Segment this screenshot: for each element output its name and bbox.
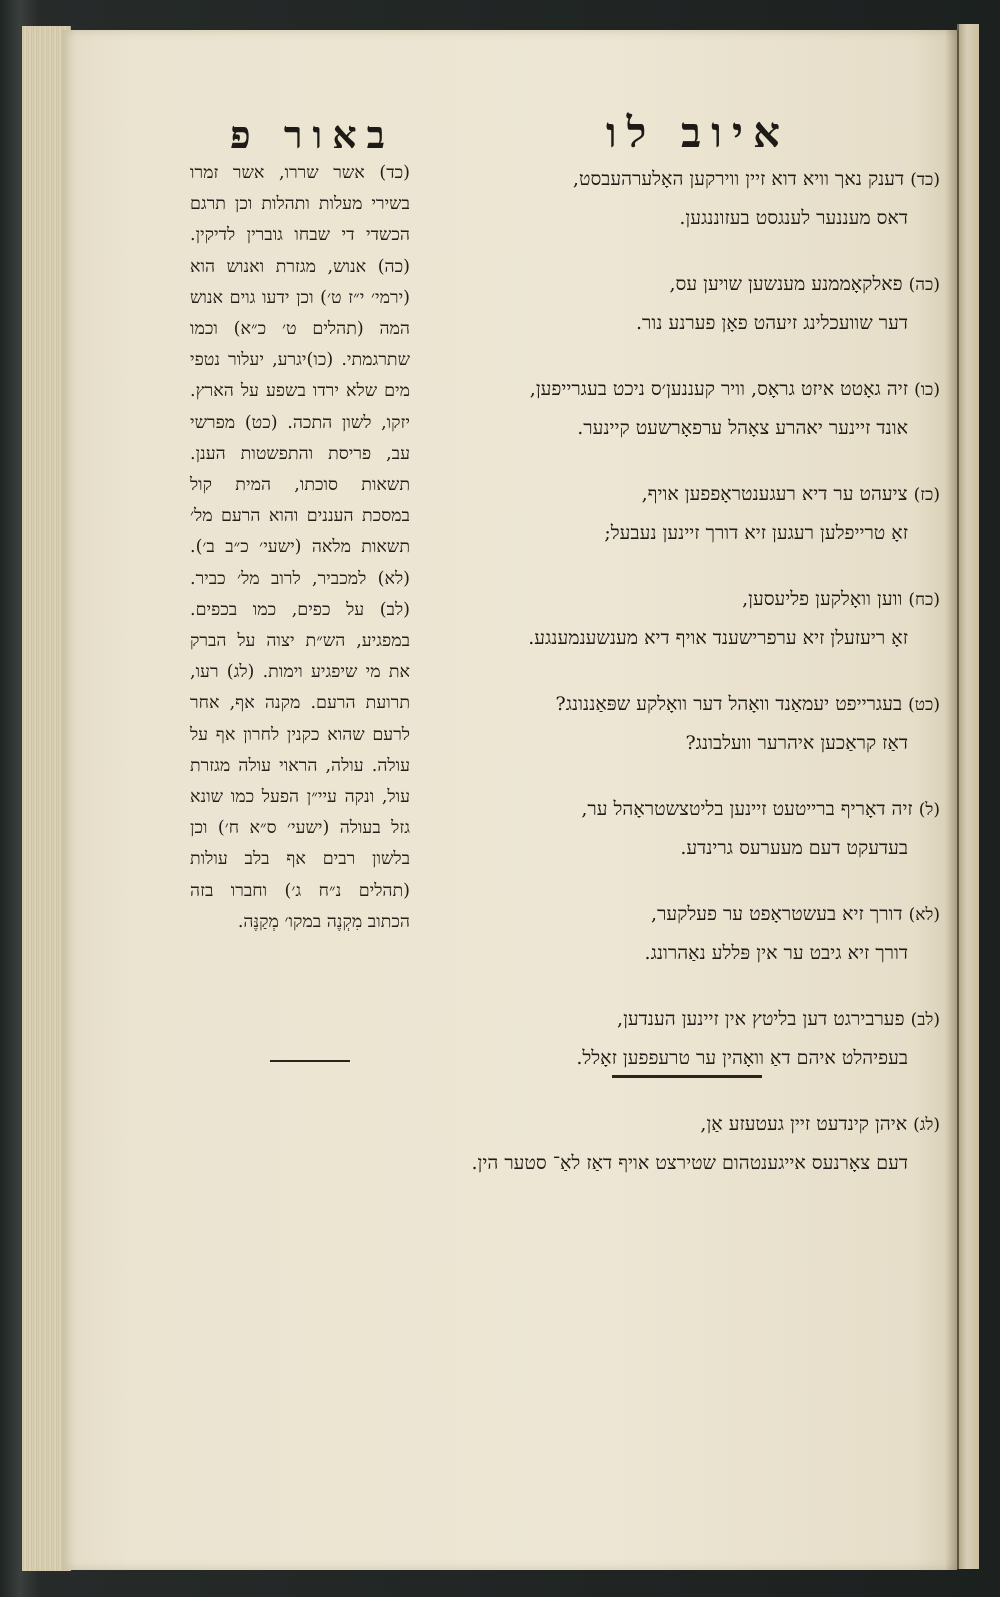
verse-line: דורך זיא גיבט ער אין פּללע נאַהרונג.: [644, 942, 908, 964]
verse-line: פאלקאָממנע מענשען שויען עס,: [669, 273, 903, 295]
verse-line: בעגרייפט יעמאַנד וואָהל דער וואָלקע שפּאַננונג?: [555, 693, 903, 715]
verse-line: אונד זיינער יאהרע צאָהל ערפאָרשעט קיינער.: [577, 417, 908, 439]
verse: [430, 265, 940, 342]
verse: [430, 160, 940, 237]
verse-number: (כח): [908, 590, 940, 610]
verse-number: (כו): [914, 380, 940, 400]
verse-number: (לא): [908, 905, 940, 925]
verse-number: (כה): [908, 275, 940, 295]
verse-number: (כד): [910, 170, 940, 190]
verse-number: (ל): [918, 800, 940, 820]
verse-number: (לב): [910, 1010, 940, 1030]
commentary-header: באור פ: [229, 112, 395, 157]
verse-line: איהן קינדעט זיין געטעזע אַן,: [700, 1113, 908, 1135]
verse-line: דעם צאָרנעס אייגענטהום שטירצט אויף דאַז לאַ־ סטער הין.: [471, 1152, 908, 1174]
verse-line: דער שוועכלינג זיעהט פאָן פערנע נור.: [636, 312, 908, 334]
verse: [430, 895, 940, 972]
verse: [430, 790, 940, 867]
book-header: איוב לו: [606, 108, 790, 157]
spine-shadow: [945, 30, 959, 1570]
verse-column: [430, 160, 940, 1210]
verse-line: דאַז קראַכען איהרער וועלבונג?: [685, 732, 908, 754]
verse-line: פערבירגט דען בליטץ אין זיינען הענדען,: [617, 1008, 905, 1030]
verse-line: זיה דאָריף ברייטעט זיינען בליטצשטראָהל ער,: [581, 798, 913, 820]
commentary-end-rule: [270, 1060, 350, 1062]
verse: [430, 1000, 940, 1077]
verse-line: דענק נאך וויא דוא זיין ווירקען האָלערהעבסט,: [572, 168, 905, 190]
verse-line: זאָ ריעזעלן זיא ערפרישענד אויף דיא מענשענמענגע.: [528, 627, 908, 649]
verse-number: (כז): [913, 485, 940, 505]
verse: [430, 475, 940, 552]
verse-line: ווען וואָלקען פליעסען,: [742, 588, 903, 610]
verse-line: זיה גאָטט איזט גראָס, וויר קעננען׳ס ניכט בעגרייפען,: [529, 378, 909, 400]
verse-line: ציעהט ער דיא רעגענטראָפפען אויף,: [641, 483, 908, 505]
verse-line: דורך זיא בעשטראָפט ער פעלקער,: [651, 903, 903, 925]
commentary-column: (כד) אשר שררו, אשר זמרו בשירי מעלות ותהלות וכן תרגם הכשדי די שבחו גוברין לדיקין.(כה) אנוש, מגזרת ואנוש הוא (ירמי׳ י״ז ט׳) וכן ידעו גוים אנוש המה (תהלים ט׳ כ״א) וכמו שתרגמתי. (כו)יגרע, יעלור נטפי מים שלא ירדו בשפע על הארץ. יזקו, לשון התכה. (כט) מפרשי עב, פריסת והתפשטות הענן. תשאות סוכתו, המית קול במסכת העננים והוא הרעם מל׳ תשאות מלאה (ישעי׳ כ״ב ב׳). (לא) למכביר, לרוב מל׳ כביר. (לב) על כפים, כמו בכפים. במפגיע, הש״ת יצוה על הברק את מי שיפגיע וימות. (לג) רעו, תרועת הרעם. מקנה אף, אחר לרעם שהוא כקנין לחרון אף על עולה. עולה, הראוי עולה מגזרת עול, ונקה עיי״ן הפעל כמו שונא גזל בעולה (ישעי׳ ס״א ח׳) וכן בלשון רבים אף בלב עולות (תהלים נ״ח ג׳) וחברו בזה הכתוב מִקְנֶה במקו׳ מְקַנֶּה.: [190, 163, 410, 932]
verse-number: (כט): [908, 695, 940, 715]
verse: [430, 370, 940, 447]
verse-line: בעפיהלט איהם דאַ וואָהין ער טרעפפען זאָלל.: [576, 1047, 908, 1069]
verse-line: זאָ טרייפלען רעגען זיא דורך זיינען נעבעל;: [604, 522, 908, 544]
next-page-edge: [957, 24, 979, 1569]
verse-end-rule: [612, 1075, 762, 1078]
verse: [430, 685, 940, 762]
verse-number: (לג): [913, 1115, 940, 1135]
verse: [430, 1105, 940, 1182]
verse-line: בעדעקט דעם מעערעס גרינדע.: [680, 837, 908, 859]
verse: [430, 580, 940, 657]
verse-line: דאס מעננער לענגסט בעזוננגען.: [679, 207, 908, 229]
